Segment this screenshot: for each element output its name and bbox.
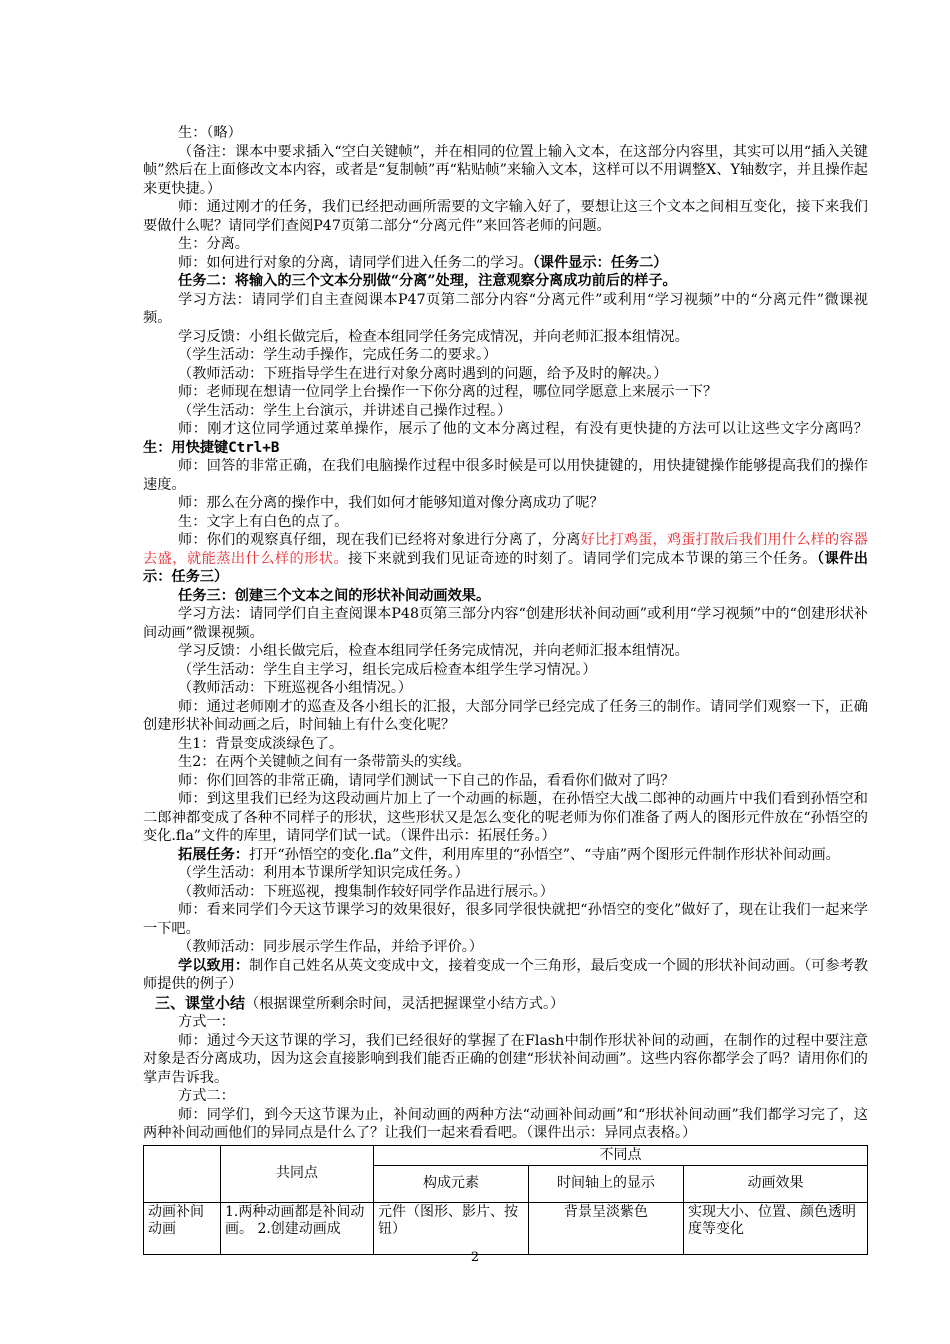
- paragraph: （教师活动：同步展示学生作品，并给予评价。）: [178, 939, 484, 955]
- shortcut-text: Ctrl+B: [228, 439, 280, 456]
- text: 接下来就到我们见证奇迹的时刻了。请同学们完成本节课的第三个任务。: [348, 550, 817, 567]
- text: 三、课堂小结: [155, 993, 246, 1012]
- highlight-text: 好比打鸡蛋，鸡蛋打散后我们用什么样的容器去盛，就能蒸出什么样的形状。: [143, 532, 868, 567]
- paragraph: 生：文字上有白色的点了。: [178, 513, 349, 530]
- paragraph: 学习方法：请同学们自主查阅课本P47页第二部分内容“分离元件”或利用“学习视频”中的“分离元件”微课视频。: [143, 291, 868, 326]
- table-cell: 共同点: [221, 1145, 374, 1202]
- paragraph: [143, 957, 868, 994]
- paragraph: 学习方法：请同学们自主查阅课本P48页第三部分内容“创建形状补间动画”或利用“学习视频”中的“创建形状补间动画”微课视频。: [143, 606, 868, 641]
- text: （课件出示：任务三）: [143, 550, 868, 585]
- table-cell: [144, 1145, 221, 1202]
- table-cell: 不同点: [374, 1145, 868, 1165]
- paragraph: [143, 420, 868, 457]
- paragraph: [143, 846, 868, 865]
- table-cell: 构成元素: [374, 1165, 529, 1202]
- paragraph: （学生活动：学生动手操作，完成任务二的要求。）: [178, 347, 498, 363]
- table-cell: 实现大小、位置、颜色透明度等变化: [684, 1202, 868, 1254]
- text: （课件显示：任务二）: [532, 254, 668, 271]
- paragraph: 方式二：: [178, 1088, 235, 1104]
- paragraph: 学习反馈：小组长做完后，检查本组同学任务完成情况，并向老师汇报本组情况。: [178, 328, 689, 345]
- paragraph: （教师活动：下班巡视，搜集制作较好同学作品进行展示。）: [178, 883, 554, 900]
- text: 拓展任务：: [178, 846, 249, 863]
- paragraph: （备注：课本中要求插入“空白关键帧”，并在相同的位置上输入文本，在这部分内容里，其实可以用“插入关键帧”然后在上面修改文本内容，或者是“复制帧”再“粘贴帧”来输入文本，这样可以不用调整X、Y轴数字，并且操作起来更快捷。）: [143, 143, 868, 197]
- paragraph: （学生活动：学生上台演示，并讲述自己操作过程。）: [178, 402, 512, 419]
- paragraph: 师：看来同学们今天这节课学习的效果很好，很多同学很快就把“孙悟空的变化”做好了，现在让我们一起来学一下吧。: [143, 902, 868, 937]
- paragraph: 生：分离。: [178, 236, 249, 252]
- text: 任务二：将输入的三个文本分别做“分离”处理，注意观察分离成功前后的样子。: [178, 273, 677, 289]
- paragraph: （学生活动：利用本节课所学知识完成任务。）: [178, 865, 469, 881]
- task-heading: [143, 272, 868, 291]
- paragraph: 师：到这里我们已经为这段动画片加上了一个动画的标题，在孙悟空大战二郎神的动画片中我们看到孙悟空和二郎神都变成了各种不同样子的形状，这些形状又是怎么变化的呢老师为你们准备了两人的图形元件放在“孙悟空的变化.fla”文件的库里，请同学们试一试。（课件出示：拓展任务。）: [143, 791, 868, 844]
- paragraph: 学习反馈：小组长做完后，检查本组同学任务完成情况，并向老师汇报本组情况。: [178, 643, 689, 659]
- table-cell: 1.两种动画都是补间动画。 2.创建动画成: [221, 1202, 374, 1254]
- paragraph: （学生活动：学生自主学习，组长完成后检查本组学生学习情况。）: [178, 661, 597, 678]
- text: 打开“孙悟空的变化.fla”文件，利用库里的“孙悟空”、“寺庙”两个图形元件制作形状补间动画。: [248, 846, 840, 863]
- text: 师：你们的观察真仔细，现在我们已经将对象进行分离了，分离: [178, 532, 581, 548]
- paragraph: [143, 531, 868, 587]
- text: 师：刚才这位同学通过菜单操作，展示了他的文本分离过程，有没有更快捷的方法可以让这些文字分离吗？: [178, 421, 868, 437]
- text: 生：用快捷键: [143, 439, 229, 456]
- paragraph: 方式一：: [178, 1014, 235, 1030]
- document-page: [143, 124, 868, 1255]
- paragraph: 师：回答的非常正确，在我们电脑操作过程中很多时候是可以用快捷键的，用快捷键操作能够提高我们的操作速度。: [143, 458, 868, 493]
- text: 师：如何进行对象的分离，请同学们进入任务二的学习。: [178, 254, 533, 271]
- paragraph: 师：通过老师刚才的巡查及各小组长的汇报，大部分同学已经完成了任务三的制作。请同学们观察一下，正确创建形状补间动画之后，时间轴上有什么变化呢？: [143, 698, 868, 733]
- page-number: 2: [470, 1250, 480, 1265]
- paragraph: 生：（略）: [178, 125, 242, 141]
- section-heading: [143, 994, 868, 1014]
- table-cell: 元件（图形、影片、按钮）: [374, 1202, 529, 1254]
- text: 制作自己姓名从英文变成中文，接着变成一个三角形，最后变成一个圆的形状补间动画。（可参考教师提供的例子）: [143, 957, 868, 992]
- paragraph: 师：你们回答的非常正确，请同学们测试一下自己的作品，看看你们做对了吗？: [178, 772, 675, 789]
- paragraph: 师：通过今天这节课的学习，我们已经很好的掌握了在Flash中制作形状补间的动画，在制作的过程中要注意对象是否分离成功，因为这会直接影响到我们能否正确的创建“形状补间动画”。这些内容你都学会了吗？请用你们的掌声告诉我。: [143, 1032, 868, 1086]
- text: 学以致用：: [178, 957, 250, 974]
- paragraph: 师：老师现在想请一位同学上台操作一下你分离的过程，哪位同学愿意上来展示一下？: [178, 384, 718, 400]
- paragraph: （教师活动：下班指导学生在进行对象分离时遇到的问题，给予及时的解决。）: [178, 365, 668, 382]
- task-heading: [143, 587, 868, 606]
- text: （根据课堂所剩余时间，灵活把握课堂小结方式。）: [245, 995, 565, 1012]
- paragraph: 师：同学们，到今天这节课为止，补间动画的两种方法“动画补间动画”和“形状补间动画”我们都学习完了，这两种补间动画他们的异同点是什么了？让我们一起来看看吧。（课件出示：异同点表格。）: [143, 1106, 868, 1141]
- table-cell: 动画效果: [684, 1165, 868, 1202]
- paragraph: 生2：在两个关键帧之间有一条带箭头的实线。: [178, 754, 471, 770]
- paragraph: [143, 254, 868, 273]
- table-row: [144, 1145, 868, 1165]
- paragraph: 师：那么在分离的操作中，我们如何才能够知道对像分离成功了呢？: [178, 495, 604, 511]
- table-cell: 背景呈淡紫色: [529, 1202, 684, 1254]
- paragraph: 生1：背景变成淡绿色了。: [178, 735, 344, 752]
- paragraph: （教师活动：下班巡视各小组情况。）: [178, 680, 413, 696]
- table-row: [144, 1202, 868, 1254]
- table-cell: 时间轴上的显示: [529, 1165, 684, 1202]
- table-cell: 动画补间动画: [144, 1202, 221, 1254]
- paragraph: 师：通过刚才的任务，我们已经把动画所需要的文字输入好了，要想让这三个文本之间相互变化，接下来我们要做什么呢？请同学们查阅P47页第二部分“分离元件”来回答老师的问题。: [143, 199, 868, 234]
- text: 任务三：创建三个文本之间的形状补间动画效果。: [178, 587, 491, 604]
- comparison-table: [143, 1145, 868, 1255]
